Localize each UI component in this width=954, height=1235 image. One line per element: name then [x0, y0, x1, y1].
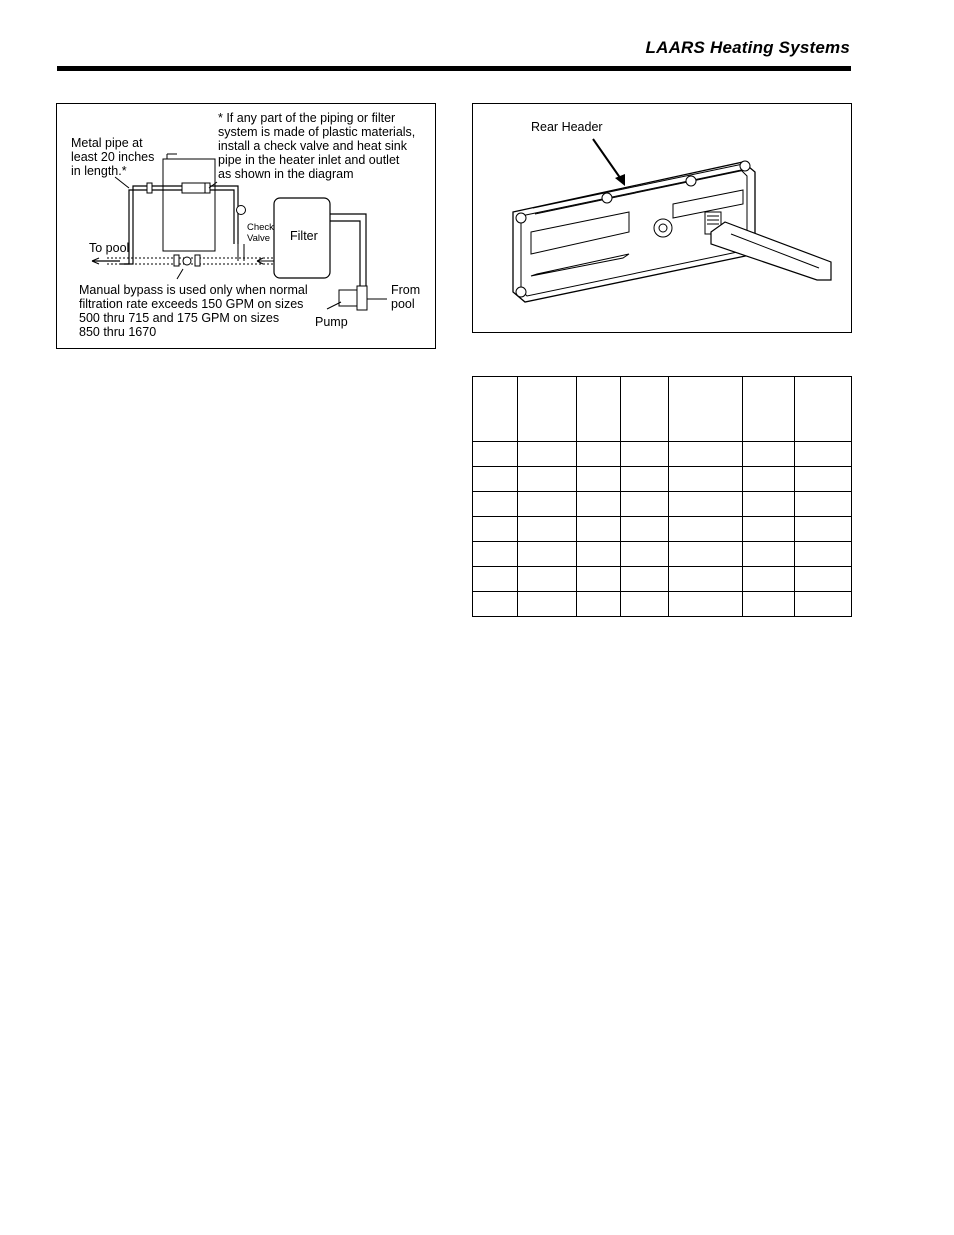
- table-cell: [518, 377, 577, 442]
- table-row: [473, 492, 852, 517]
- svg-text:filtration rate exceeds 150 GP: [79, 297, 303, 311]
- bypass-note: 500 thru 715 and 175 GPM on sizes: [79, 311, 280, 325]
- note-line: as shown in the diagram: [218, 167, 354, 181]
- table-row: [473, 467, 852, 492]
- check-valve: [237, 206, 246, 215]
- svg-text:Check: [247, 222, 274, 233]
- header-rule: [57, 66, 851, 71]
- svg-text:850 thru 1670: [79, 325, 156, 339]
- table-cell: [743, 377, 795, 442]
- bypass-note: 850 thru 1670: [79, 325, 157, 339]
- from-pool-label: From: [391, 283, 421, 297]
- note-line: system is made of plastic materials,: [218, 125, 416, 139]
- table-row: [473, 592, 852, 617]
- svg-text:* If any part of the piping or: [218, 111, 395, 125]
- rear-header-figure: [472, 103, 852, 333]
- note-line: install a check valve and heat sink: [218, 139, 407, 153]
- check-valve-label: Check: [247, 222, 274, 233]
- table-cell: [621, 377, 669, 442]
- table-header-row: [473, 377, 852, 442]
- note-line: * If any part of the piping or filter: [218, 111, 396, 125]
- svg-text:Metal pipe at: [71, 136, 143, 150]
- piping-diagram: [57, 104, 435, 348]
- svg-text:500 thru 715 and 175 GPM on si: [79, 311, 279, 325]
- svg-text:Pump: [315, 315, 348, 329]
- svg-text:in length.*: [71, 164, 127, 178]
- brand-title: LAARS Heating Systems: [645, 38, 850, 57]
- table-row: [473, 442, 852, 467]
- piping-diagram-figure: [56, 103, 436, 349]
- pump-label: Pump: [315, 315, 348, 329]
- svg-text:least 20 inches: [71, 150, 154, 164]
- svg-text:From: [391, 283, 420, 297]
- svg-text:pipe in the heater inlet and o: [218, 153, 400, 167]
- table-cell: [577, 377, 621, 442]
- svg-text:Valve: [247, 233, 270, 244]
- heater-fitting: [182, 183, 206, 193]
- note-line: pipe in the heater inlet and outlet: [218, 153, 400, 167]
- rear-header-label: Rear Header: [531, 120, 603, 134]
- table-row: [473, 517, 852, 542]
- filter-label: Filter: [290, 229, 318, 243]
- table-cell: [473, 377, 518, 442]
- svg-text:system is made of plastic mate: [218, 125, 415, 139]
- svg-text:Filter: [290, 229, 318, 243]
- table-row: [473, 542, 852, 567]
- metal-pipe-label: Metal pipe at: [71, 136, 143, 150]
- svg-text:To pool: [89, 241, 129, 255]
- from-pool-label: pool: [391, 297, 415, 311]
- bypass-note: filtration rate exceeds 150 GPM on sizes: [79, 297, 304, 311]
- pump: [339, 290, 357, 306]
- table-cell: [669, 377, 743, 442]
- blank-table: [472, 376, 852, 617]
- svg-text:install a check valve and heat: [218, 139, 408, 153]
- heater-box: [163, 159, 215, 251]
- metal-pipe-label: in length.*: [71, 164, 127, 178]
- check-valve-label: Valve: [247, 233, 271, 244]
- bypass-valve: [183, 257, 191, 265]
- svg-text:as shown in the diagram: [218, 167, 354, 181]
- table-cell: [795, 377, 852, 442]
- metal-pipe: [120, 186, 238, 264]
- table-row: [473, 567, 852, 592]
- svg-text:Rear Header: [531, 120, 603, 134]
- metal-pipe-label: least 20 inches: [71, 150, 155, 164]
- svg-text:Manual bypass is used only whe: [79, 283, 308, 297]
- svg-text:pool: [391, 297, 415, 311]
- to-pool-label: To pool: [89, 241, 130, 255]
- rear-header-drawing: [473, 104, 851, 332]
- bypass-note: Manual bypass is used only when normal: [79, 283, 308, 297]
